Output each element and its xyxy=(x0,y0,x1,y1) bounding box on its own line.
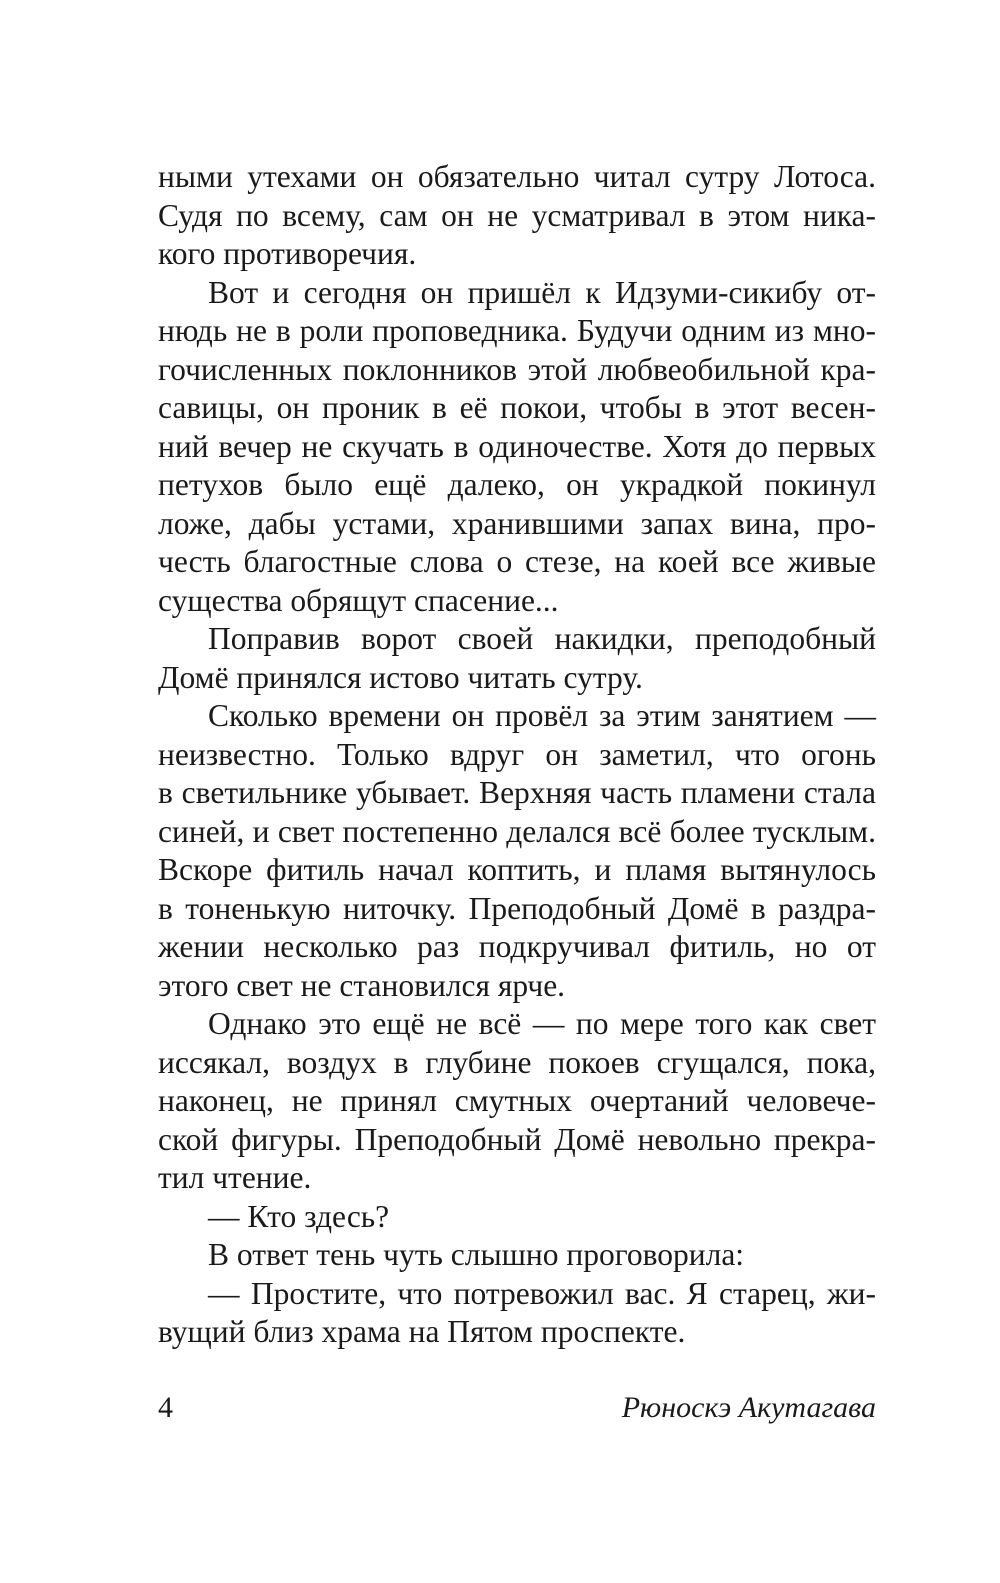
text-line: этого свет не становился ярче. xyxy=(158,967,566,1003)
text-line: гочисленных поклонников этой любвеобильной кра- xyxy=(158,351,876,387)
text-line: Однако это ещё не всё — по мере того как свет xyxy=(208,1006,876,1041)
running-title: Рюноскэ Акутагава xyxy=(621,1391,876,1424)
text-line: честь благостные слова о стезе, на коей все живые xyxy=(158,544,876,579)
text-line: наконец, не принял смутных очертаний человече- xyxy=(158,1083,876,1118)
text-line: ний вечер не скучать в одиночестве. Хотя до первых xyxy=(158,428,876,464)
text-line: ложе, дабы устами, хранившими запах вина, про- xyxy=(158,505,876,541)
text-line: в светильнике убывает. Верхняя часть пламени стала xyxy=(158,775,876,810)
body-text xyxy=(158,158,876,1352)
text-line: — Простите, что потревожил вас. Я старец, жи- xyxy=(208,1275,876,1311)
text-line: ными утехами он обязательно читал сутру Лотоса. xyxy=(158,159,876,194)
text-line: вущий близ храма на Пятом проспекте. xyxy=(158,1314,686,1349)
text-line: Вскоре фитиль начал коптить, и пламя вытянулось xyxy=(158,852,876,887)
text-line: в тоненькую ниточку. Преподобный Домё в раздра- xyxy=(158,890,876,926)
text-line: неизвестно. Только вдруг он заметил, что огонь xyxy=(158,736,876,772)
text-line: — Кто здесь? xyxy=(208,1198,390,1234)
text-line: нюдь не в роли проповедника. Будучи одним из мно- xyxy=(158,313,876,348)
text-line: петухов было ещё далеко, он украдкой покинул xyxy=(158,467,876,502)
text-line: Вот и сегодня он пришёл к Идзуми-сикибу от- xyxy=(208,274,876,310)
text-line: Судя по всему, сам он не усматривал в этом ника- xyxy=(158,197,876,233)
text-line: Домё принялся истово читать сутру. xyxy=(158,659,643,695)
text-line: савицы, он проник в её покои, чтобы в этот весен- xyxy=(158,390,876,425)
text-line: существа обрящут спасение... xyxy=(158,582,559,618)
text-line: Поправив ворот своей накидки, преподобный xyxy=(208,621,876,656)
text-line: иссякал, воздух в глубине покоев сгущался, пока, xyxy=(158,1044,876,1080)
text-line: тил чтение. xyxy=(158,1160,312,1195)
page-number: 4 xyxy=(158,1391,173,1424)
text-line: кого противоречия. xyxy=(158,236,417,271)
text-line: В ответ тень чуть слышно проговорила: xyxy=(208,1237,745,1272)
text-line: жении несколько раз подкручивал фитиль, но от xyxy=(158,929,876,964)
page-footer xyxy=(158,1388,876,1428)
text-line: синей, и свет постепенно делался всё более тусклым. xyxy=(158,813,876,849)
text-line: ской фигуры. Преподобный Домё невольно прекра- xyxy=(158,1121,876,1157)
text-line: Сколько времени он провёл за этим занятием — xyxy=(208,698,876,733)
